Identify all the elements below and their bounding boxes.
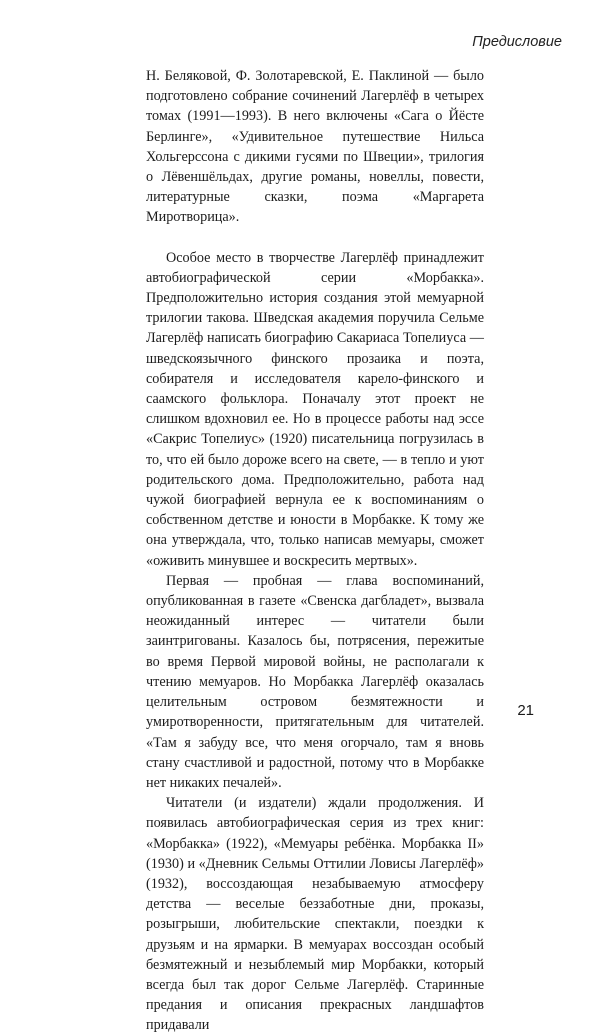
paragraph-3: Первая — пробная — глава воспоминаний, опубликованная в газете «Свенска дагбладет», вызвала неожиданный интерес — читатели были заинтригованы. Казалось бы, потрясения, пережитые во время Первой мировой войны, не располагали к чтению мемуаров. Но Морбакка Лагерлёф оказалась целительным островом безмятежности и умиротворенности, притягательным для читателей. «Там я забуду все, что меня огорчало, там я вновь стану счастливой и радостной, потому что в Морбакке нет никаких печалей». [146,572,484,791]
paragraph-2: Особое место в творчестве Лагерлёф принадлежит автобиографической серии «Морбакка». Предположительно история создания этой мемуарной трилогии такова. Шведская академия поручила Сельме Лагерлёф написать биографию Сакариаса Топелиуса — шведскоязычного финского прозаика и поэта, собирателя и исследователя карело-финского и саамского фольклора. Поначалу этот проект не слишком вдохновил ее. Но в процессе работы над эссе «Сакрис Топелиус» (1920) писательница погрузилась в то, что ей было дороже всего на свете, — в тепло и уют родительского дома. Предположительно, работа над чужой биографией вернула ее к воспоминаниям о собственном детстве и юности в Морбакке. К тому же она утверждала, что, только написав мемуары, сможет «оживить минувшее и воскресить мертвых». [146,249,484,569]
paragraph-4: Читатели (и издатели) ждали продолжения. И появилась автобиографическая серия из трех книг: «Морбакка» (1922), «Мемуары ребёнка. Морбакка II» (1930) и «Дневник Сельмы Оттилии Ловисы Лагерлёф» (1932), воссоздающая незабываемую атмосферу детства — веселые беззаботные дни, проказы, розыгрыши, любительские спектакли, поездки к друзьям и на ярмарки. В мемуарах воссоздан особый безмятежный и незыблемый мир Морбакки, который всегда был так дорог Сельме Лагерлёф. Старинные предания и описания прекрасных ландшафтов придавали [146,795,484,1034]
running-header: Предисловие [472,34,562,50]
paragraph-1: Н. Беляковой, Ф. Золотаревской, Е. Паклиной — было подготовлено собрание сочинений Лагерлёф в четырех томах (1991—1993). В него включены «Сага о Йёсте Берлинге», «Удивительное путешествие Нильса Хольгерссона с дикими гусями по Швеции», трилогия о Лёвеншёльдах, другие романы, новеллы, повести, литературные сказки, поэма «Маргарета Миротворица». [146,68,484,226]
page-number: 21 [517,702,534,719]
body-text [146,66,484,1036]
